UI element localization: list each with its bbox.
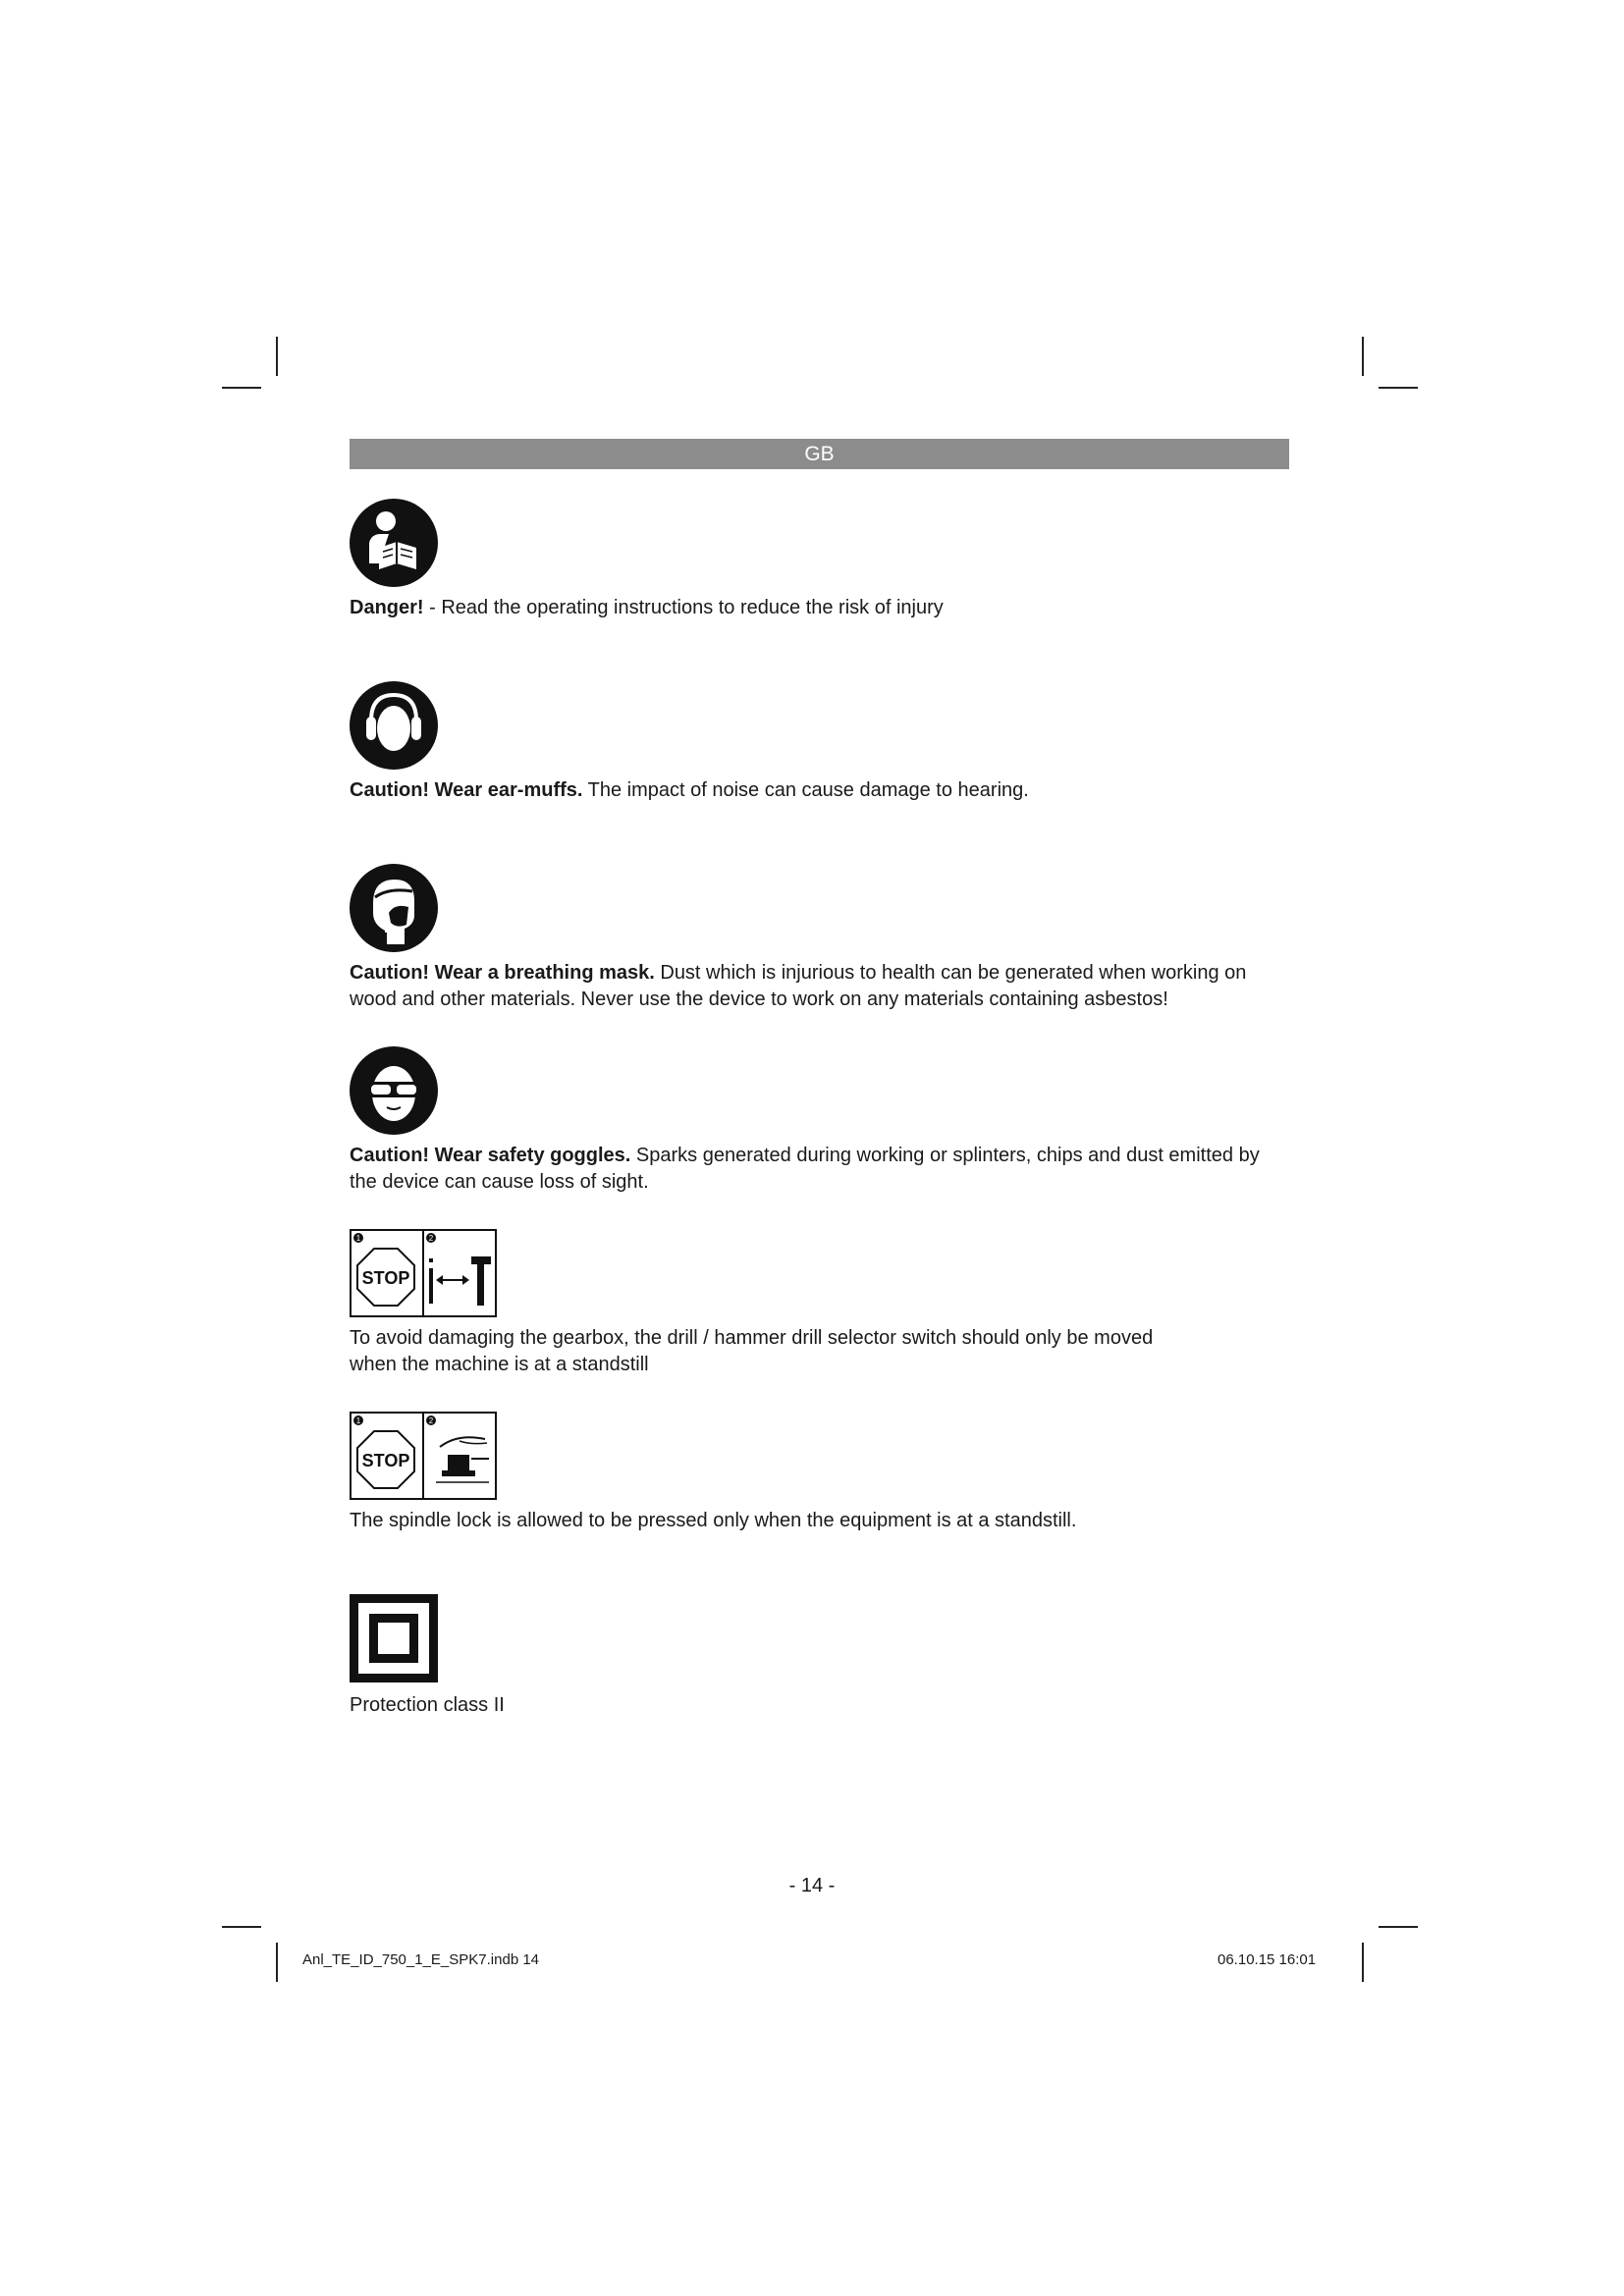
warning-lead: Caution! Wear ear-muffs. <box>350 779 583 801</box>
step-marker: 1 <box>355 1416 361 1425</box>
page-number: - 14 - <box>788 1875 836 1896</box>
language-header-bar <box>350 439 1289 469</box>
warning-lead: Danger! <box>350 597 424 618</box>
notice-body: Protection class II <box>350 1694 505 1716</box>
warning-body: Dust which is injurious to health can be generated when working on wood and other materials. Never use the device to work on any materials containing asbestos! <box>350 962 1247 1010</box>
ear-muffs-icon <box>350 681 438 770</box>
crop-mark-top-right-vertical <box>1362 337 1364 376</box>
breathing-mask-warning-text <box>350 960 1292 1013</box>
print-file-name: Anl_TE_ID_750_1_E_SPK7.indb 14 <box>302 1951 540 1968</box>
crop-mark-bottom-right-vertical <box>1362 1943 1364 1982</box>
stop-spindle-icon <box>350 1412 497 1500</box>
crop-mark-top-left-horizontal <box>222 387 261 389</box>
print-timestamp: 06.10.15 16:01 <box>1218 1951 1317 1968</box>
read-manual-icon <box>350 499 438 587</box>
protection-class-text <box>350 1692 1292 1719</box>
step-marker: 1 <box>355 1234 361 1243</box>
crop-mark-bottom-left-vertical <box>276 1943 278 1982</box>
crop-mark-top-right-horizontal <box>1379 387 1418 389</box>
stop-sign-label: STOP <box>361 1268 410 1288</box>
read-manual-warning-text <box>350 595 1292 621</box>
ear-muffs-warning-text <box>350 777 1292 804</box>
safety-goggles-warning-text <box>350 1143 1292 1196</box>
crop-mark-bottom-left-horizontal <box>222 1926 261 1928</box>
warning-lead: Caution! Wear a breathing mask. <box>350 962 655 984</box>
spindle-lock-notice-text <box>350 1508 1292 1534</box>
stop-sign-label: STOP <box>361 1451 410 1470</box>
step-marker: 2 <box>428 1234 434 1243</box>
language-label: GB <box>804 443 835 465</box>
stop-selector-icon <box>350 1229 497 1317</box>
selector-switch-notice-text <box>350 1325 1194 1378</box>
warning-lead: Caution! Wear safety goggles. <box>350 1145 631 1166</box>
crop-mark-bottom-right-horizontal <box>1379 1926 1418 1928</box>
warning-body: - Read the operating instructions to reduce the risk of injury <box>423 597 944 618</box>
notice-body: The spindle lock is allowed to be pressed only when the equipment is at a standstill. <box>350 1510 1077 1531</box>
notice-body: To avoid damaging the gearbox, the drill / hammer drill selector switch should only be moved when the machine is at a standstill <box>350 1327 1154 1375</box>
warning-body: Sparks generated during working or splinters, chips and dust emitted by the device can cause loss of sight. <box>350 1145 1260 1193</box>
warning-body: The impact of noise can cause damage to hearing. <box>582 779 1029 801</box>
crop-mark-top-left-vertical <box>276 337 278 376</box>
step-marker: 2 <box>428 1416 434 1425</box>
breathing-mask-icon <box>350 864 438 952</box>
safety-goggles-icon <box>350 1046 438 1135</box>
protection-class-ii-icon <box>350 1594 438 1682</box>
